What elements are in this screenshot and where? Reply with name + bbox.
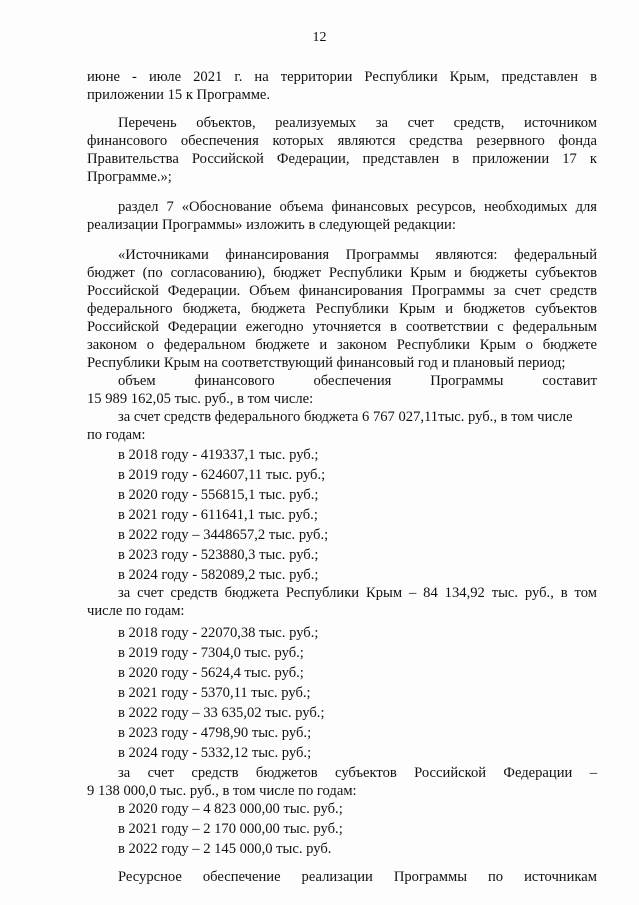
text-line: Российской Федерации ежегодно уточняется в соответствии с федеральным <box>87 319 597 335</box>
text-line: 9 138 000,0 тыс. руб., в том числе по годам: <box>87 783 357 799</box>
text-line: в 2021 году - 5370,11 тыс. руб.; <box>118 685 311 701</box>
text-line: в 2022 году – 3448657,2 тыс. руб.; <box>118 527 329 543</box>
text-line: в 2023 году - 4798,90 тыс. руб.; <box>118 725 312 741</box>
text-line: бюджет (по согласованию), бюджет Республики Крым и бюджеты субъектов <box>87 265 597 281</box>
text-line: в 2020 году – 4 823 000,00 тыс. руб.; <box>118 801 343 817</box>
text-line: в 2018 году - 22070,38 тыс. руб.; <box>118 625 319 641</box>
text-line: в 2020 году - 556815,1 тыс. руб.; <box>118 487 319 503</box>
text-line: законом о федеральном бюджете и законом Республики Крым о бюджете <box>87 337 597 353</box>
text-line: приложении 15 к Программе. <box>87 87 271 103</box>
text-line: июне - июле 2021 г. на территории Республики Крым, представлен в <box>87 69 597 85</box>
text-line: Перечень объектов, реализуемых за счет средств, источником <box>118 115 597 131</box>
text-line: в 2019 году - 7304,0 тыс. руб.; <box>118 645 304 661</box>
text-line: Ресурсное обеспечение реализации Программы по источникам <box>118 869 597 885</box>
text-line: в 2019 году - 624607,11 тыс. руб.; <box>118 467 326 483</box>
text-line: объем финансового обеспечения Программы составит <box>118 373 597 389</box>
page-number: 12 <box>312 30 327 45</box>
text-line: федерального бюджета, бюджета Республики Крым и бюджетов субъектов <box>87 301 597 317</box>
text-line: в 2021 году - 611641,1 тыс. руб.; <box>118 507 318 523</box>
text-line: в 2020 году - 5624,4 тыс. руб.; <box>118 665 304 681</box>
text-line: числе по годам: <box>87 603 185 619</box>
text-line: реализации Программы» изложить в следующей редакции: <box>87 217 456 233</box>
text-line: за счет средств бюджетов субъектов Российской Федерации – <box>118 765 597 781</box>
text-line: Российской Федерации. Объем финансирования Программы за счет средств <box>87 283 597 299</box>
text-line: в 2024 году - 5332,12 тыс. руб.; <box>118 745 312 761</box>
text-line: в 2018 году - 419337,1 тыс. руб.; <box>118 447 319 463</box>
text-line: в 2021 году – 2 170 000,00 тыс. руб.; <box>118 821 343 837</box>
text-line: Программе.»; <box>87 169 172 185</box>
text-line: Правительства Российской Федерации, представлен в приложении 17 к <box>87 151 597 167</box>
text-line: Республики Крым на соответствующий финансовый год и плановый период; <box>87 355 566 371</box>
text-line: раздел 7 «Обоснование объема финансовых ресурсов, необходимых для <box>118 199 597 215</box>
text-line: финансового обеспечения которых являются средства резервного фонда <box>87 133 597 149</box>
text-line: в 2024 году - 582089,2 тыс. руб.; <box>118 567 319 583</box>
text-line: за счет средств бюджета Республики Крым – 84 134,92 тыс. руб., в том <box>118 585 597 601</box>
text-line: за счет средств федерального бюджета 6 767 027,11тыс. руб., в том числе <box>118 409 573 425</box>
text-line: в 2022 году – 2 145 000,0 тыс. руб. <box>118 841 332 857</box>
text-line: в 2022 году – 33 635,02 тыс. руб.; <box>118 705 325 721</box>
text-line: 15 989 162,05 тыс. руб., в том числе: <box>87 391 314 407</box>
text-line: по годам: <box>87 427 146 443</box>
text-line: «Источниками финансирования Программы являются: федеральный <box>118 247 597 263</box>
text-line: в 2023 году - 523880,3 тыс. руб.; <box>118 547 319 563</box>
